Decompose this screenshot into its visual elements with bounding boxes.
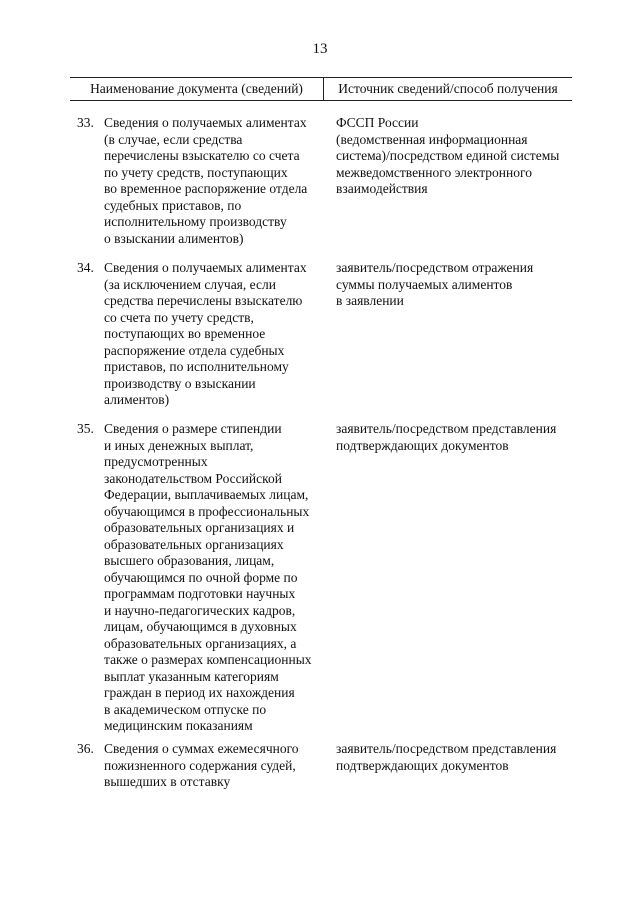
row-number: 36.	[77, 741, 94, 756]
row-source: ФССП России (ведомственная информационная система)/посредством единой системы межведомственного электронного взаимодействия	[336, 115, 560, 196]
row-document-name: Сведения о размере стипендии и иных денежных выплат, предусмотренных законодательством Российской Федерации, выплачиваемых лицам, обучающимся в профессиональных образовательных организациях и образовательных организациях высшего образования, лицам, обучающимся по очной форме по программам подготовки научных и научно-педагогических кадров, лицам, обучающимся в духовных образовательных организациях, а также о размерах компенсационных выплат указанным категориям граждан в период их нахождения в академическом отпуске по медицинским показаниям	[104, 421, 312, 733]
table-header	[70, 77, 572, 101]
header-document-name: Наименование документа (сведений)	[90, 81, 303, 96]
row-number: 35.	[77, 421, 94, 436]
row-source: заявитель/посредством представления подтверждающих документов	[336, 421, 557, 453]
page-number: 13	[312, 41, 328, 57]
header-source: Источник сведений/способ получения	[338, 81, 558, 96]
row-document-name: Сведения о суммах ежемесячного пожизненного содержания судей, вышедших в отставку	[104, 741, 299, 789]
row-document-name: Сведения о получаемых алиментах (в случае, если средства перечислены взыскателю со счета по учету средств, поступающих во временное распоряжение отдела судебных приставов, по исполнительному производству о взыскании алиментов)	[104, 115, 308, 246]
row-number: 34.	[77, 260, 94, 275]
row-source: заявитель/посредством отражения суммы получаемых алиментов в заявлении	[336, 260, 534, 308]
row-number: 33.	[77, 115, 94, 130]
row-document-name: Сведения о получаемых алиментах (за исключением случая, если средства перечислены взыскателю со счета по учету средств, поступающих во временное распоряжение отдела судебных приставов, по исполнительному производству о взыскании алиментов)	[104, 260, 307, 407]
row-source: заявитель/посредством представления подтверждающих документов	[336, 741, 557, 773]
